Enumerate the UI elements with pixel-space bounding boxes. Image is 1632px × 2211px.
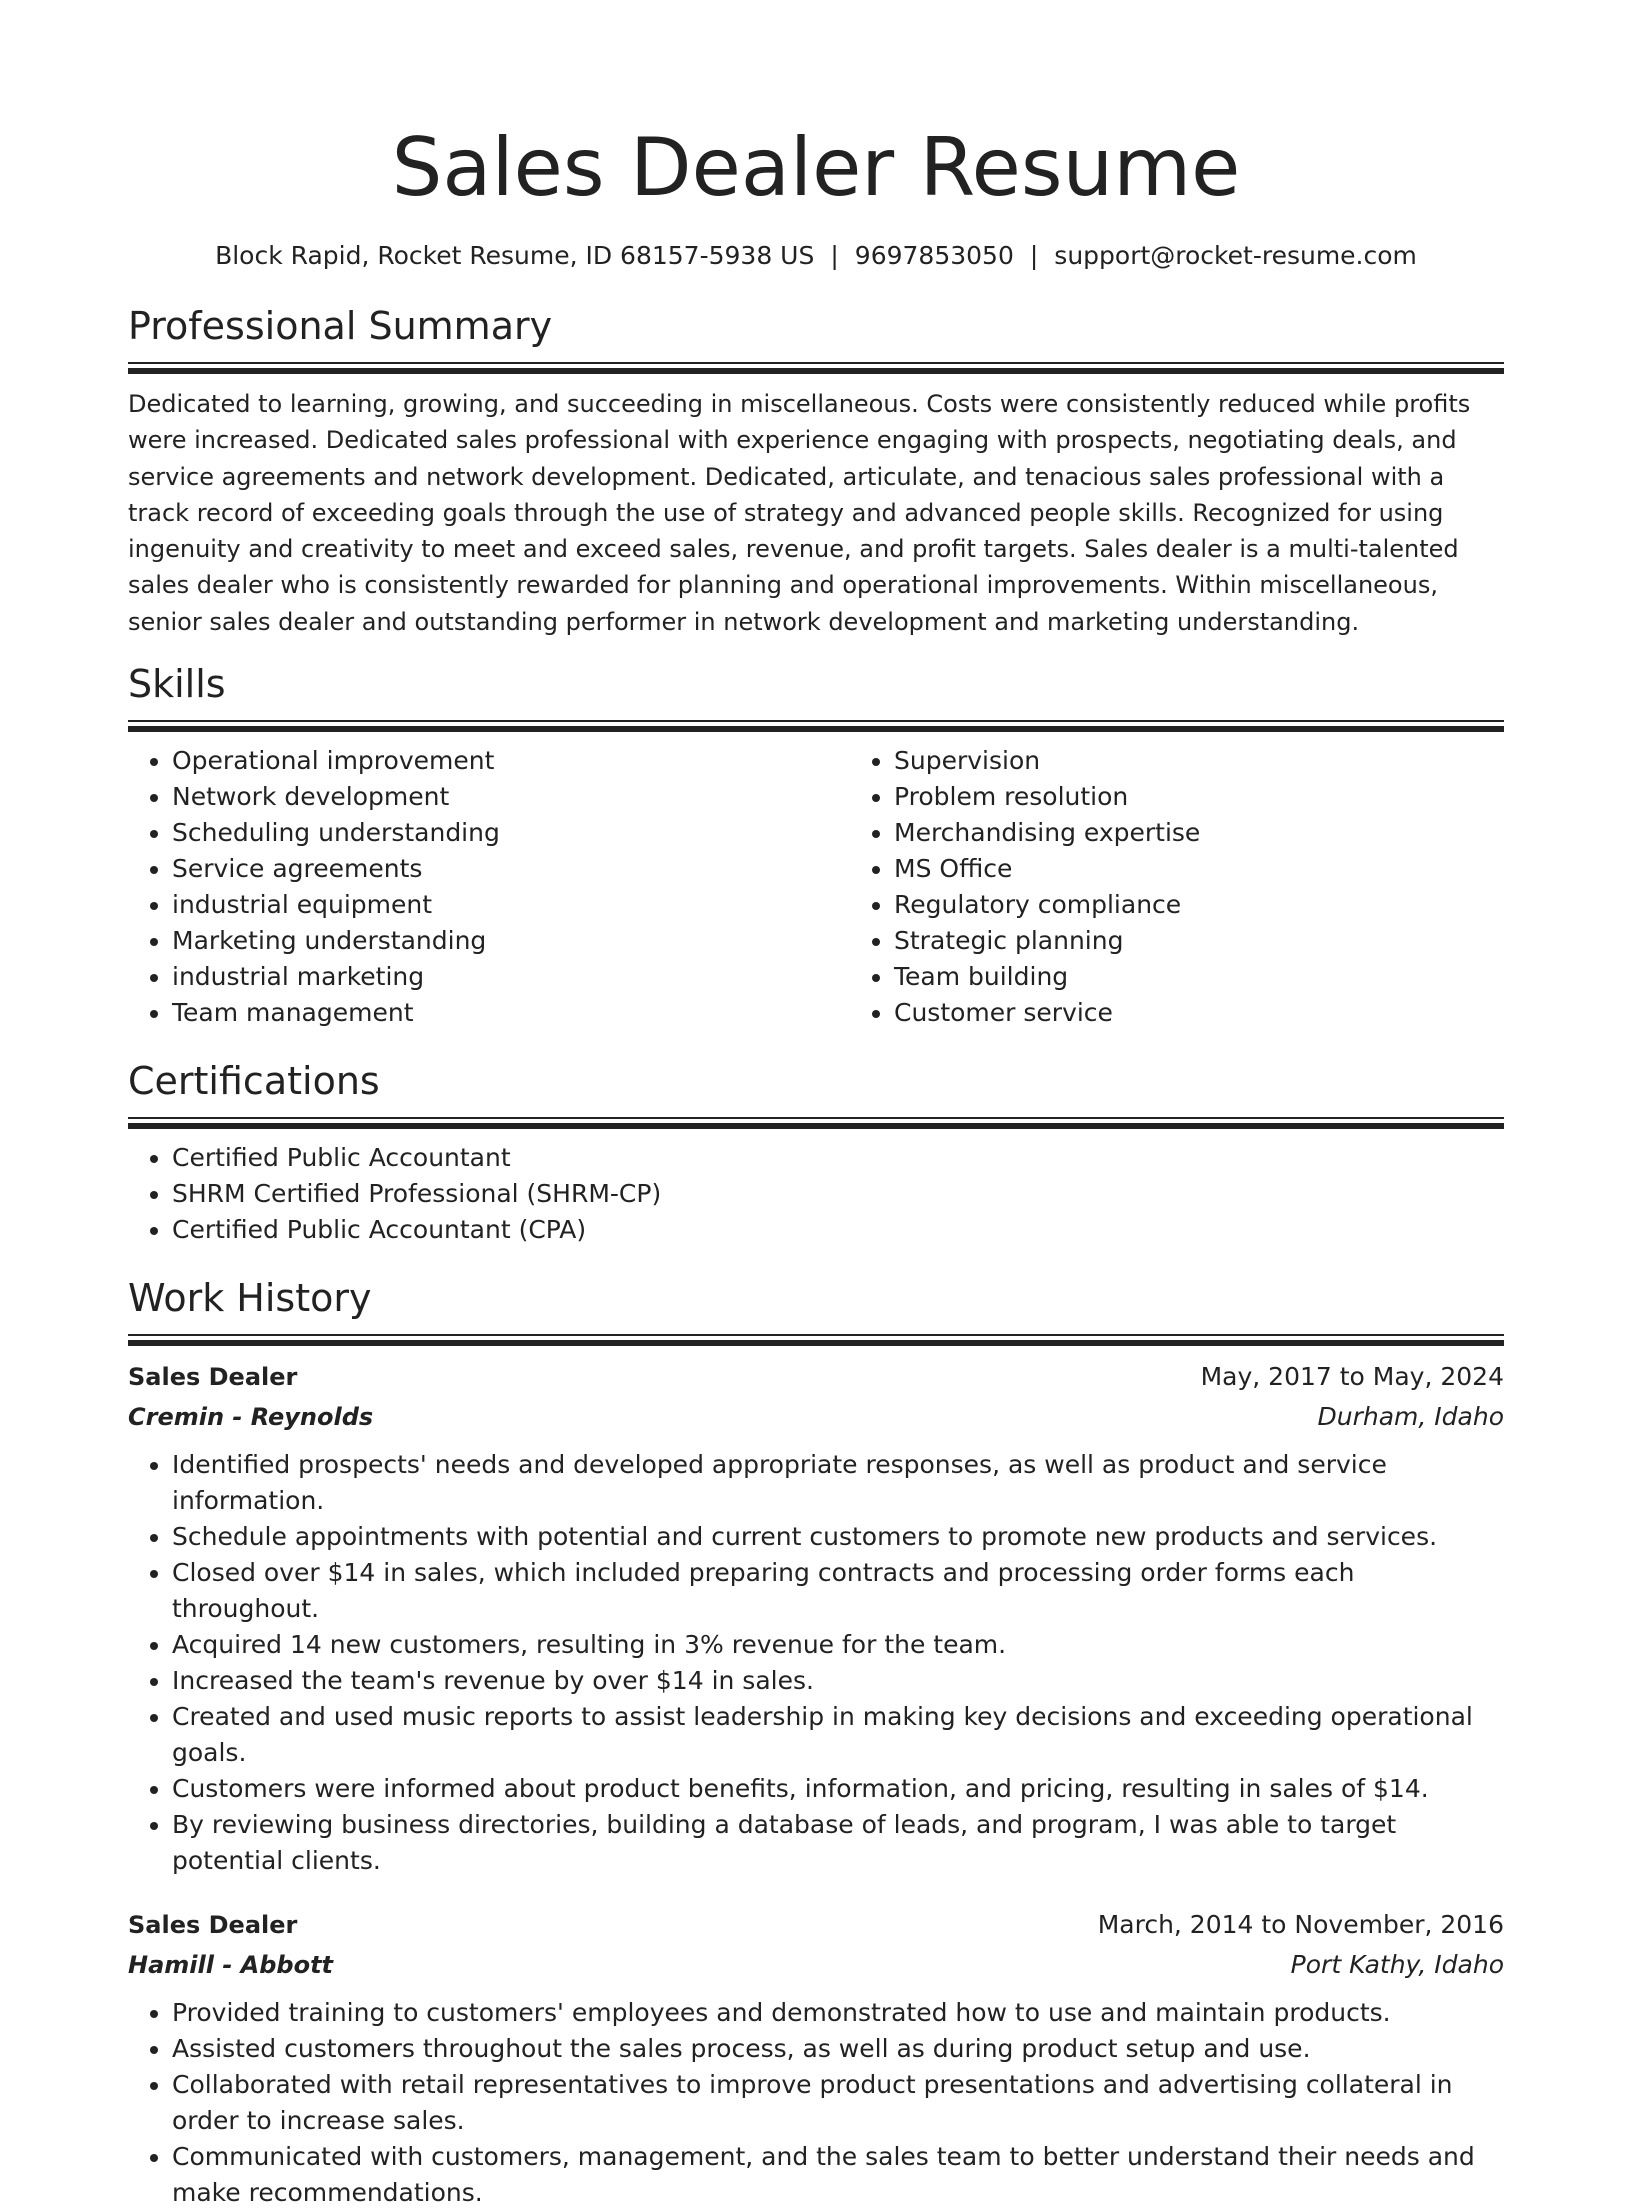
summary-heading: Professional Summary: [128, 304, 553, 348]
job-title: Sales Dealer: [128, 1911, 298, 1940]
job-bullets: [128, 1995, 1504, 2211]
resume-title: Sales Dealer Resume: [391, 121, 1241, 214]
certification-item: • Certified Public Accountant: [172, 1140, 1504, 1176]
job-entry: [128, 1905, 1504, 2211]
certifications-list: [128, 1140, 1504, 1248]
certification-item: • Certified Public Accountant (CPA): [172, 1212, 1504, 1248]
skill-item: • Merchandising expertise: [894, 815, 1572, 851]
skills-heading: Skills: [128, 662, 226, 707]
summary-text: Dedicated to learning, growing, and succeeding in miscellaneous. Costs were consistently reduced while profits were increased. Dedicated sales professional with experience engaging with prospects, negotiating deals, and service agreements and network development. Dedicated, articulate, and tenacious sales professional with a track record of exceeding goals through the use of strategy and advanced people skills. Recognized for using ingenuity and creativity to meet and exceed sales, revenue, and profit targets. Sales dealer is a multi-talented sales dealer who is consistently rewarded for planning and operational improvements. Within miscellaneous, senior sales dealer and outstanding performer in network development and marketing understanding.: [128, 390, 1471, 636]
contact-email[interactable]: support@rocket-resume.com: [1054, 241, 1417, 270]
job-header: [128, 1357, 1504, 1397]
resume-page: [128, 0, 1504, 2211]
job-company: Cremin - Reynolds: [128, 1403, 374, 1432]
skill-item: • Operational improvement: [172, 743, 850, 779]
skills-list-right: [850, 743, 1572, 1031]
job-dates: May, 2017 to May, 2024: [1200, 1362, 1504, 1392]
job-bullet: • Communicated with customers, management, and the sales team to better understand their needs and make recommendations.: [172, 2139, 1504, 2211]
contact-line: [128, 238, 1504, 274]
skill-item: • Supervision: [894, 743, 1572, 779]
skills-section: [128, 660, 1504, 1031]
job-bullet: • Collaborated with retail representatives to improve product presentations and advertising collateral in order to increase sales.: [172, 2067, 1504, 2139]
job-bullet: • Closed over $14 in sales, which included preparing contracts and processing order forms each throughout.: [172, 1555, 1504, 1627]
contact-address: Block Rapid, Rocket Resume, ID 68157-5938 US: [215, 241, 815, 270]
skill-item: • Team management: [172, 995, 850, 1031]
work-history-section: [128, 1274, 1504, 2211]
job-subheader: [128, 1945, 1504, 1985]
job-dates: March, 2014 to November, 2016: [1097, 1910, 1504, 1940]
skills-grid: [128, 743, 1504, 1031]
job-title: Sales Dealer: [128, 1363, 298, 1392]
job-bullets: [128, 1447, 1504, 1879]
section-divider: [128, 720, 1504, 731]
section-divider: [128, 1334, 1504, 1345]
job-location: Port Kathy, Idaho: [1290, 1950, 1504, 1980]
certifications-section: [128, 1057, 1504, 1248]
certification-item: • SHRM Certified Professional (SHRM-CP): [172, 1176, 1504, 1212]
contact-separator: |: [830, 241, 839, 270]
summary-section: [128, 302, 1504, 640]
skills-list-left: [128, 743, 850, 1031]
skill-item: • Scheduling understanding: [172, 815, 850, 851]
skill-item: • Strategic planning: [894, 923, 1572, 959]
job-bullet: • Acquired 14 new customers, resulting in 3% revenue for the team.: [172, 1627, 1504, 1663]
contact-phone: 9697853050: [854, 241, 1014, 270]
section-divider: [128, 1117, 1504, 1128]
skill-item: • Problem resolution: [894, 779, 1572, 815]
skill-item: • industrial equipment: [172, 887, 850, 923]
skill-item: • industrial marketing: [172, 959, 850, 995]
skill-item: • Customer service: [894, 995, 1572, 1031]
skill-item: • Network development: [172, 779, 850, 815]
job-bullet: • Created and used music reports to assist leadership in making key decisions and exceeding operational goals.: [172, 1699, 1504, 1771]
job-bullet: • Assisted customers throughout the sales process, as well as during product setup and use.: [172, 2031, 1504, 2067]
job-bullet: • Increased the team's revenue by over $14 in sales.: [172, 1663, 1504, 1699]
skill-item: • Marketing understanding: [172, 923, 850, 959]
job-subheader: [128, 1397, 1504, 1437]
job-bullet: • Identified prospects' needs and developed appropriate responses, as well as product and service information.: [172, 1447, 1504, 1519]
work-history-heading: Work History: [128, 1276, 372, 1321]
contact-separator: |: [1029, 241, 1039, 270]
skill-item: • Regulatory compliance: [894, 887, 1572, 923]
job-location: Durham, Idaho: [1317, 1402, 1504, 1432]
job-bullet: • Customers were informed about product benefits, information, and pricing, resulting in sales of $14.: [172, 1771, 1504, 1807]
job-header: [128, 1905, 1504, 1945]
job-bullet: • Schedule appointments with potential and current customers to promote new products and services.: [172, 1519, 1504, 1555]
job-company: Hamill - Abbott: [128, 1951, 334, 1980]
skill-item: • Team building: [894, 959, 1572, 995]
skill-item: • MS Office: [894, 851, 1572, 887]
job-entry: [128, 1357, 1504, 1879]
skill-item: • Service agreements: [172, 851, 850, 887]
job-bullet: • By reviewing business directories, building a database of leads, and program, I was able to target potential clients.: [172, 1807, 1504, 1879]
section-divider: [128, 362, 1504, 373]
job-bullet: • Provided training to customers' employees and demonstrated how to use and maintain products.: [172, 1995, 1504, 2031]
certifications-heading: Certifications: [128, 1059, 380, 1104]
